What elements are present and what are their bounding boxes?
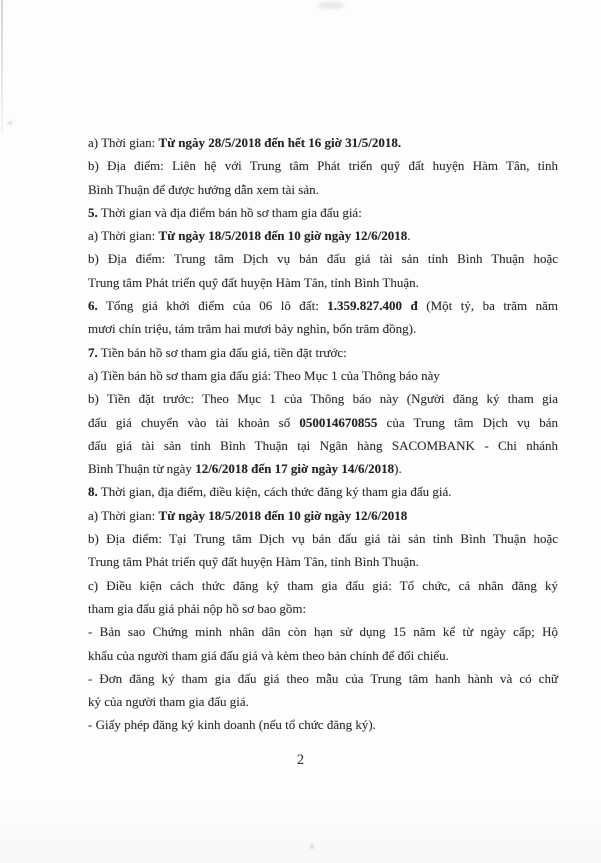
text-segment: Bình Thuận để được hướng dẫn xem tài sản. <box>88 181 319 197</box>
text-segment-bold: 6. <box>88 298 98 314</box>
text-segment: ). <box>394 461 402 477</box>
text-line <box>88 690 558 713</box>
text-line <box>88 504 558 527</box>
text-segment: đấu giá chuyển vào tài khoản số <box>88 414 300 430</box>
text-segment: của Trung tâm Dịch vụ bán <box>377 414 558 430</box>
text-line <box>88 341 558 364</box>
text-segment: đấu giá tài sản tỉnh Bình Thuận tại Ngân hàng SACOMBANK - Chi nhánh <box>88 437 558 453</box>
text-segment-bold: 1.359.827.400 đ <box>327 298 418 314</box>
text-segment: Trung tâm Phát triển quỹ đất huyện Hàm Tân, tỉnh Bình Thuận. <box>88 274 419 290</box>
text-line <box>88 154 558 177</box>
text-segment: Tiền bán hồ sơ tham gia đấu giá, tiền đặt trước: <box>97 344 347 360</box>
page-number: 2 <box>296 752 305 768</box>
text-segment: Tổng giá khởi điểm của 06 lô đất: <box>97 298 328 314</box>
text-line <box>88 317 558 340</box>
text-segment: - Giấy phép đăng ký kinh doanh (nếu tổ chức đăng ký). <box>88 717 376 733</box>
text-segment: khẩu của người tham giá đấu giá và kèm theo bản chính để đối chiếu. <box>88 647 449 663</box>
text-segment-bold: 7. <box>88 344 98 360</box>
text-segment: ký của người tham gia đấu giá. <box>88 694 249 710</box>
text-line <box>88 364 558 387</box>
text-line <box>88 597 558 620</box>
text-segment: Bình Thuận từ ngày <box>88 461 196 477</box>
text-line <box>88 131 558 154</box>
text-segment: a) Thời gian: <box>88 507 159 523</box>
text-segment-bold: Từ ngày 28/5/2018 đến hết 16 giờ 31/5/2018. <box>158 135 402 150</box>
text-line <box>88 713 558 736</box>
text-line <box>88 644 558 667</box>
text-segment: Trung tâm Phát triển quỹ đất huyện Hàm Tân, tỉnh Bình Thuận. <box>88 554 419 570</box>
text-line <box>88 201 558 224</box>
text-segment: a) Thời gian: <box>88 228 159 244</box>
text-line <box>88 411 558 434</box>
text-segment: b) Tiền đặt trước: Theo Mục 1 của Thông báo này (Người đăng ký tham gia <box>88 391 558 407</box>
text-segment: a) Thời gian: <box>88 135 159 150</box>
text-line <box>88 527 558 550</box>
text-line <box>88 434 558 457</box>
text-segment: Thời gian, địa điểm, điều kiện, cách thức đăng ký tham gia đấu giá. <box>97 484 452 500</box>
text-segment: b) Địa điểm: Tại Trung tâm Dịch vụ bán đấu giá tài sản tỉnh Bình Thuận hoặc <box>88 531 558 547</box>
text-line <box>88 294 558 317</box>
text-line <box>88 247 558 270</box>
text-segment: Thời gian và địa điểm bán hồ sơ tham gia đấu giá: <box>97 204 362 220</box>
text-segment-bold: Từ ngày 18/5/2018 đến 10 giờ ngày 12/6/2018 <box>158 507 408 523</box>
text-line <box>88 271 558 294</box>
scan-artifact-left-edge <box>1 0 3 132</box>
text-line <box>88 667 558 690</box>
text-segment-bold: 5. <box>88 204 98 220</box>
text-line <box>88 224 558 247</box>
text-line <box>88 620 558 643</box>
text-segment: a) Tiền bán hồ sơ tham gia đấu giá: Theo Mục 1 của Thông báo này <box>88 367 440 383</box>
text-segment: - Bản sao Chứng minh nhân dân còn hạn sử dụng 15 năm kể từ ngày cấp; Hộ <box>88 624 558 640</box>
scan-artifact-speck <box>310 844 314 849</box>
scan-artifact-smudge <box>318 2 344 9</box>
text-line <box>88 387 558 410</box>
text-segment: tham gia đấu giá phải nộp hồ sơ bao gồm: <box>88 600 307 616</box>
text-line <box>88 178 558 201</box>
text-segment-bold: 050014670855 <box>299 414 378 430</box>
text-segment-bold: 12/6/2018 đến 17 giờ ngày 14/6/2018 <box>195 461 395 477</box>
text-line <box>88 550 558 573</box>
text-line <box>88 480 558 503</box>
text-segment-bold: Từ ngày 18/5/2018 đến 10 giờ ngày 12/6/2018 <box>158 228 408 244</box>
scan-artifact-speck <box>7 121 13 125</box>
text-segment: . <box>407 228 411 244</box>
text-segment: (Một tỷ, ba trăm năm <box>417 298 559 314</box>
text-line <box>88 574 558 597</box>
document-text <box>88 131 558 737</box>
text-segment: b) Địa điểm: Trung tâm Dịch vụ bán đấu giá tài sản tỉnh Bình Thuận hoặc <box>88 251 558 267</box>
text-segment: b) Địa điểm: Liên hệ với Trung tâm Phát triển quỹ đất huyện Hàm Tân, tỉnh <box>88 158 558 174</box>
text-segment: c) Điều kiện cách thức đăng ký tham gia đấu giá: Tổ chức, cá nhân đăng ký <box>88 577 558 593</box>
text-segment-bold: 8. <box>88 484 98 500</box>
text-line <box>88 457 558 480</box>
text-segment: mươi chín triệu, tám trăm hai mươi bảy nghìn, bốn trăm đồng). <box>88 321 417 337</box>
text-segment: - Đơn đăng ký tham gia đấu giá theo mẫu của Trung tâm hanh hành và có chữ <box>88 670 558 686</box>
